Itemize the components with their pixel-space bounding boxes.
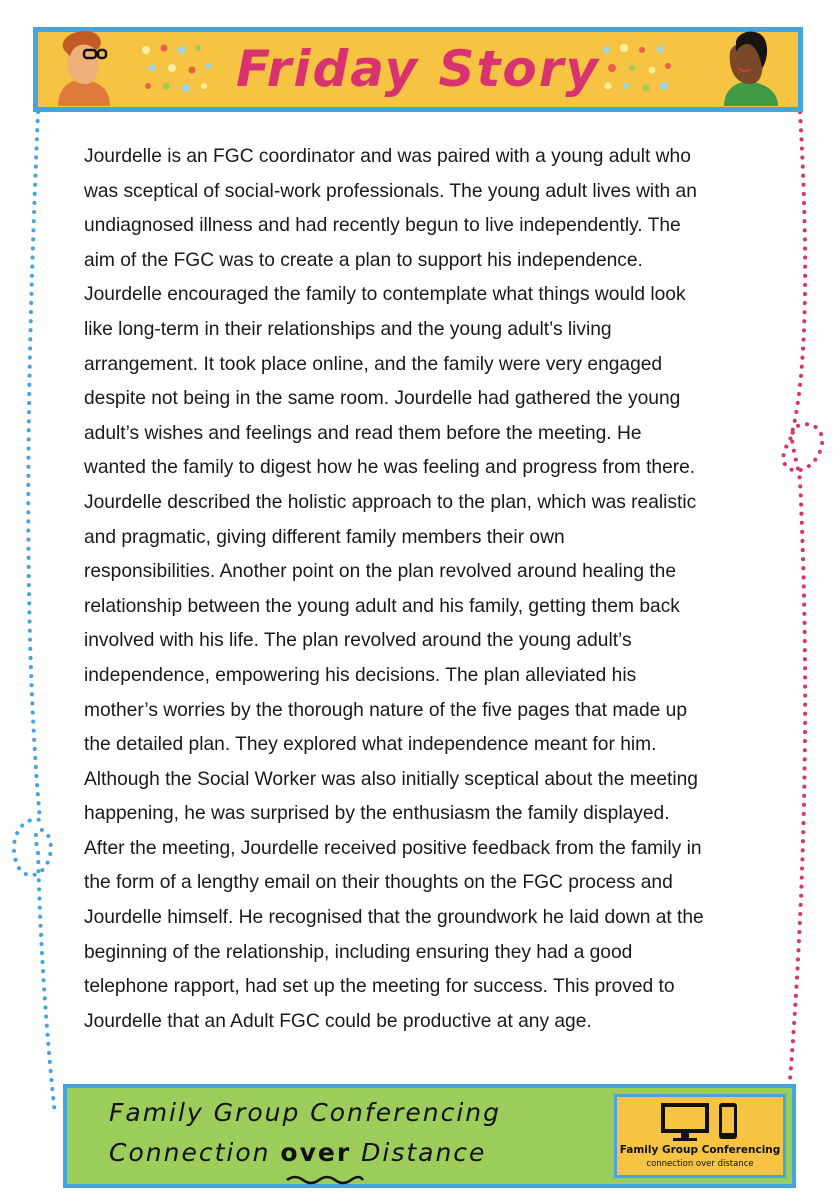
confetti-dots-right (598, 40, 678, 100)
story-line: beginning of the relationship, including ensuring they had a good (84, 941, 633, 963)
story-line: adult’s wishes and feelings and read them before the meeting. He (84, 422, 642, 444)
story-line: was sceptical of social-work professionals. The young adult lives with an (84, 180, 697, 202)
story-line: responsibilities. Another point on the plan revolved around healing the (84, 561, 677, 583)
story-line: Jourdelle encouraged the family to contemplate what things would look (84, 284, 686, 306)
story-line: Jourdelle is an FGC coordinator and was paired with a young adult who (84, 146, 691, 167)
story-line: involved with his life. The plan revolved around the young adult’s (84, 630, 632, 652)
story-line: Jourdelle described the holistic approach to the plan, which was realistic (84, 491, 697, 513)
story-line: the detailed plan. They explored what independence meant for him. (84, 734, 657, 756)
footer-banner (63, 1084, 796, 1188)
footer-slogan-line2 (109, 1138, 486, 1167)
brand-tagline: connection over distance (646, 1159, 754, 1169)
footer-slogan-post: Distance (351, 1138, 487, 1167)
story-line: Jourdelle that an Adult FGC could be productive at any age. (84, 1010, 592, 1032)
story-line: aim of the FGC was to create a plan to support his independence. (84, 249, 643, 271)
story-line: despite not being in the same room. Jourdelle had gathered the young (84, 388, 681, 410)
story-line: After the meeting, Jourdelle received positive feedback from the family in (84, 837, 702, 859)
story-line: arrangement. It took place online, and the family were very engaged (84, 353, 663, 375)
story-line: the form of a lengthy email on their thoughts on the FGC process and (84, 872, 673, 894)
brand-logo-box (614, 1094, 786, 1178)
story-line: telephone rapport, had set up the meeting for success. This proved to (84, 976, 675, 998)
woman-dark-hair-avatar (708, 28, 788, 108)
story-line: mother’s worries by the thorough nature of the five pages that made up (84, 699, 687, 721)
story-line: relationship between the young adult and his family, getting them back (84, 595, 680, 617)
page-title: Friday Story (236, 40, 600, 98)
story-line: like long-term in their relationships and the young adult’s living (84, 318, 612, 340)
story-text (84, 140, 754, 1039)
footer-slogan-pre: Connection (109, 1138, 281, 1167)
story-line: wanted the family to digest how he was feeling and progress from there. (84, 457, 696, 479)
footer-slogan-line1: Family Group Conferencing (109, 1098, 501, 1127)
monitor-phone-icon (657, 1101, 747, 1143)
footer-slogan-emphasis: over (280, 1138, 352, 1167)
story-line: Although the Social Worker was also initially sceptical about the meeting (84, 768, 698, 790)
story-line: independence, empowering his decisions. The plan alleviated his (84, 664, 637, 686)
header-banner (33, 27, 803, 112)
story-line: happening, he was surprised by the enthusiasm the family displayed. (84, 803, 670, 825)
story-line: Jourdelle himself. He recognised that the groundwork he laid down at the (84, 907, 704, 929)
right-dotted-line (783, 112, 822, 1080)
story-line: and pragmatic, giving different family members their own (84, 526, 565, 548)
squiggle-underline (285, 1174, 365, 1186)
brand-name: Family Group Conferencing (619, 1144, 781, 1156)
story-line: undiagnosed illness and had recently begun to live independently. The (84, 215, 681, 237)
left-dotted-line (14, 112, 55, 1115)
